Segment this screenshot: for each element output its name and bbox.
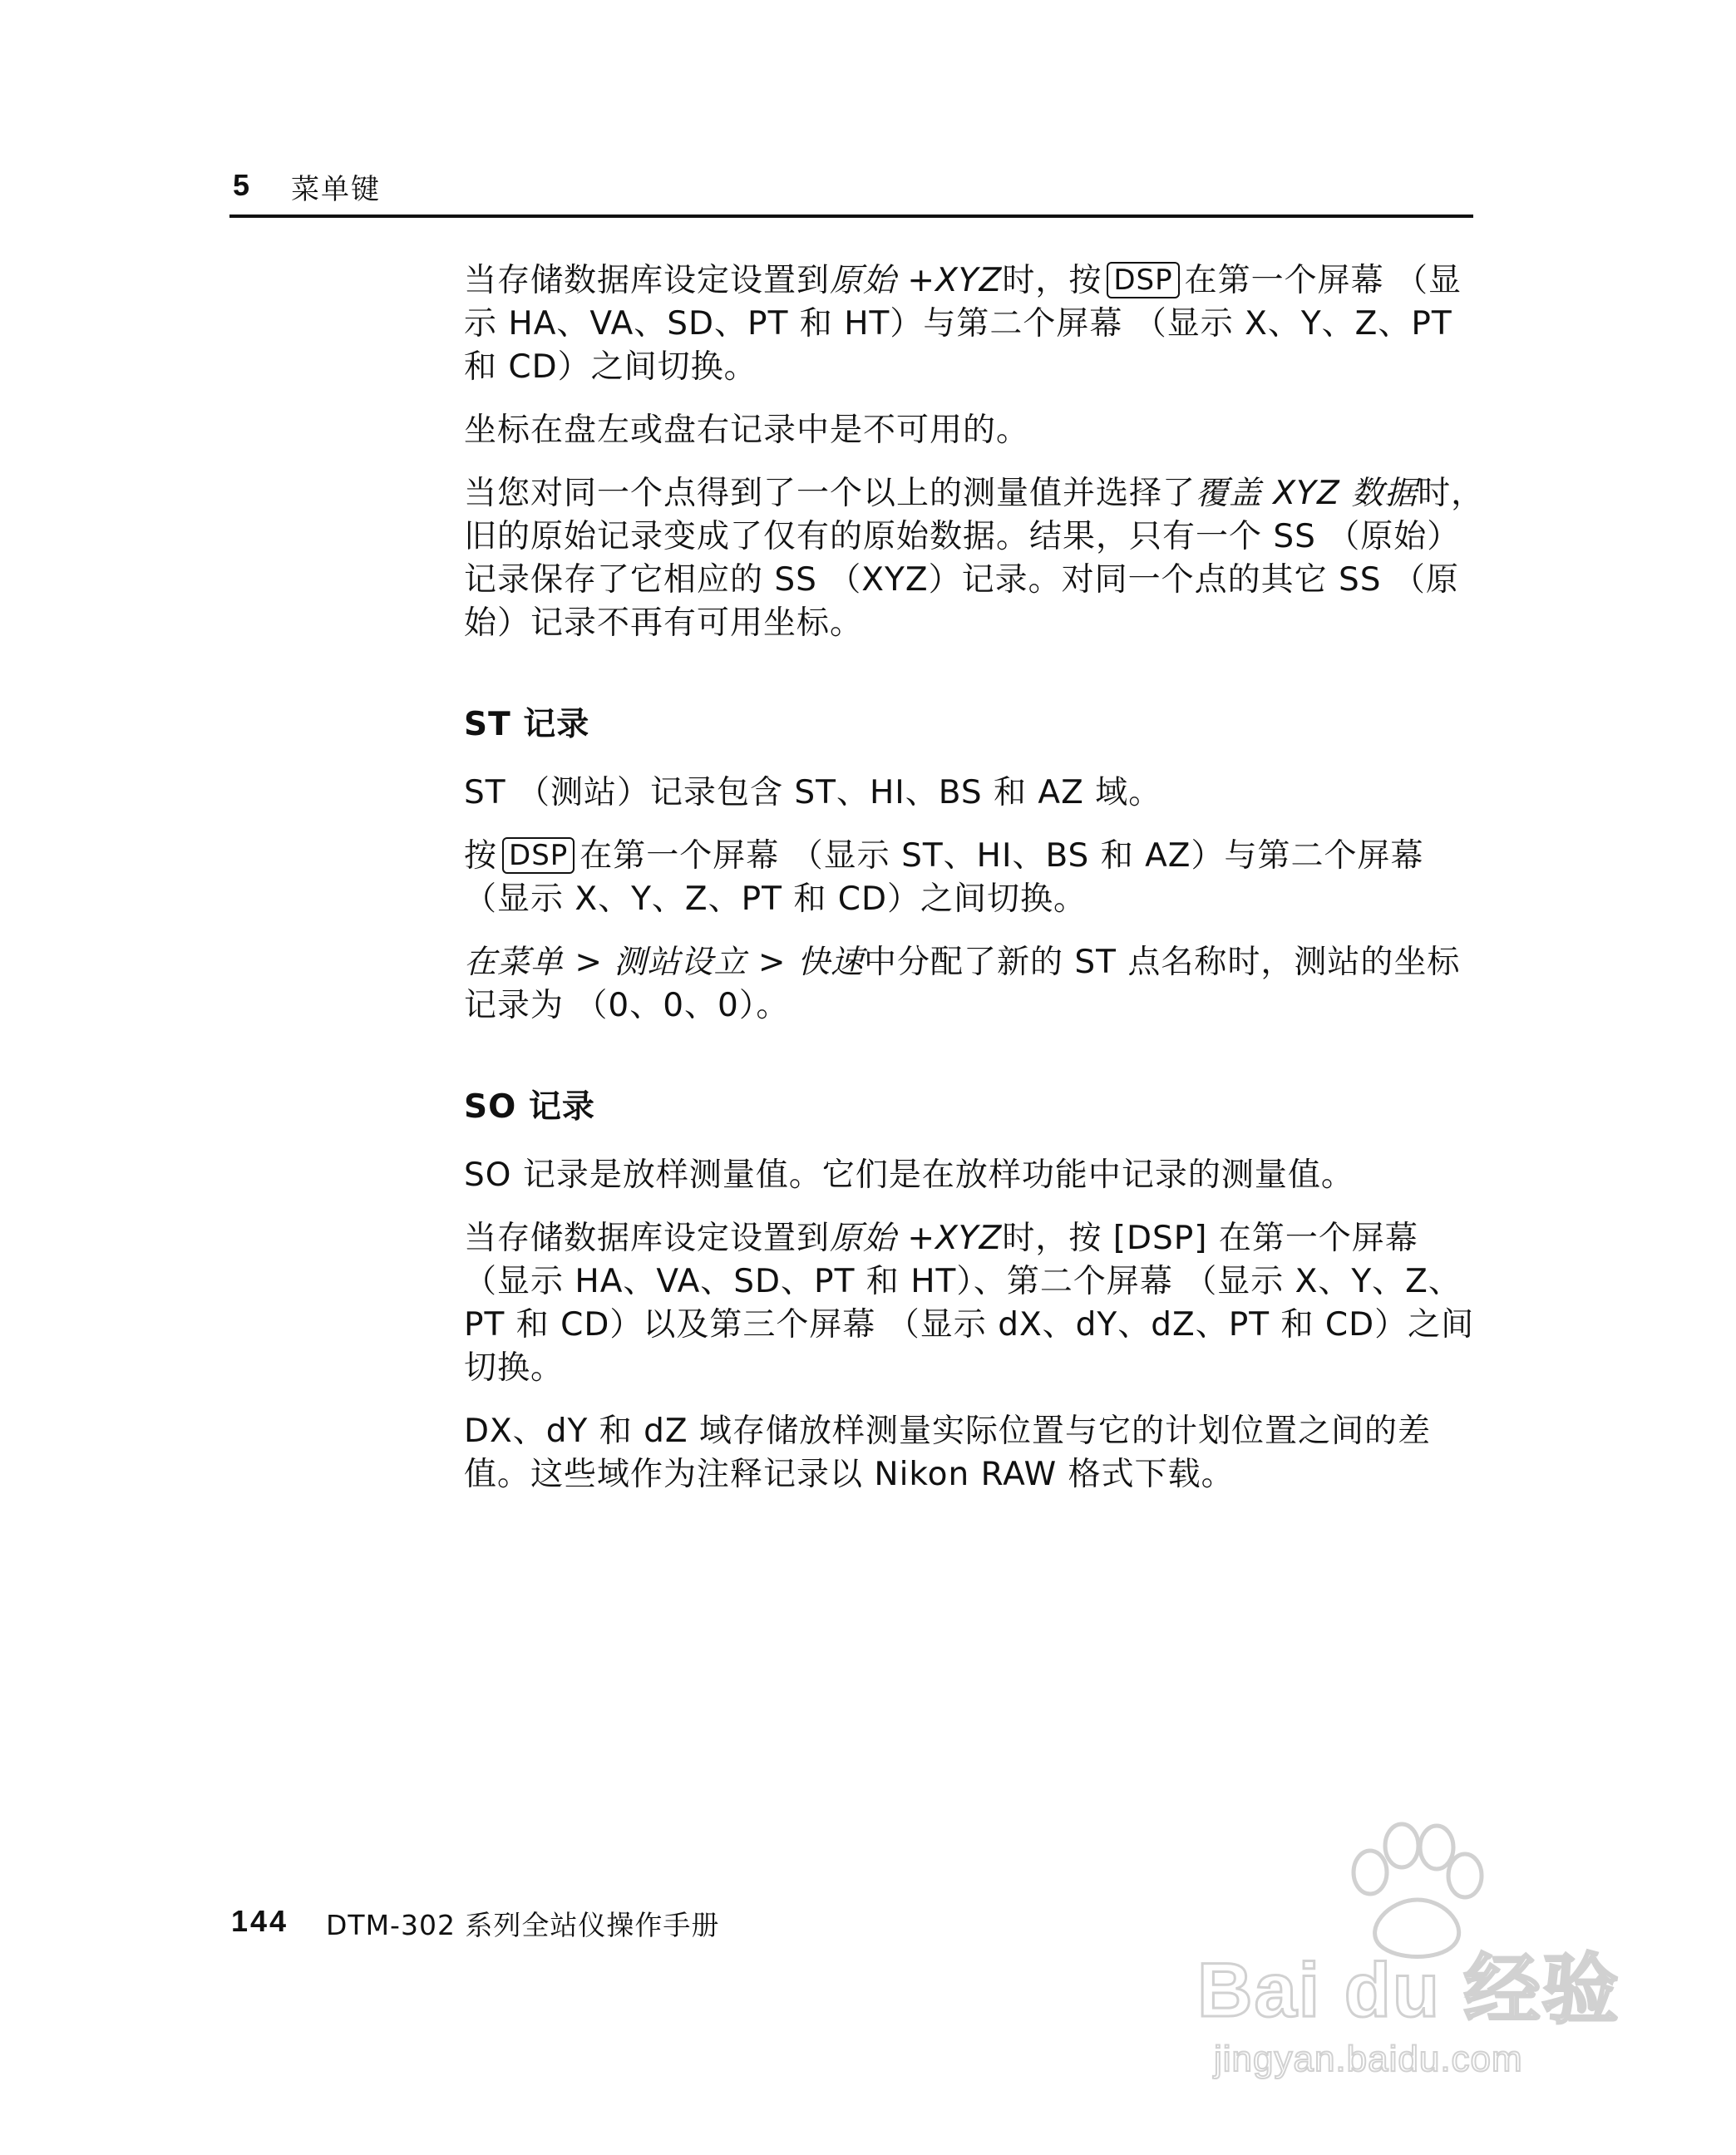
text: 当存储数据库设定设置到 — [464, 262, 831, 299]
watermark-url: jingyan.baidu.com — [1214, 2039, 1523, 2079]
italic-term: 覆盖 XYZ 数据 — [1196, 475, 1418, 512]
paragraph-coordinates-note: 坐标在盘左或盘右记录中是不可用的。 — [464, 412, 1030, 449]
text: 按 — [464, 837, 498, 875]
text: 中分配了新的 ST 点名称时，测站的坐标记录为 （0、0、0）。 — [464, 944, 1461, 1024]
manual-title: DTM-302 系列全站仪操作手册 — [326, 1909, 720, 1941]
watermark — [1197, 1821, 1696, 2103]
section-title-so: SO 记录 — [464, 1088, 595, 1126]
text: 当存储数据库设定设置到 — [464, 1220, 831, 1257]
italic-term: 在菜单 > 测站设立 > 快速 — [464, 944, 864, 981]
italic-term: 原始 +XYZ — [830, 262, 1003, 299]
paragraph-so-dsp — [464, 1217, 1487, 1390]
paragraph-overwrite-xyz — [464, 472, 1487, 645]
paragraph-so-differences: DX、dY 和 dZ 域存储放样测量实际位置与它的计划位置之间的差值。这些域作为注释记录以 Nikon RAW 格式下载。 — [464, 1413, 1431, 1493]
page-header — [229, 165, 1473, 218]
dsp-key: DSP — [1107, 262, 1179, 298]
chapter-title: 菜单键 — [291, 173, 381, 206]
paragraph-st-dsp — [464, 835, 1487, 921]
text: 在第一个屏幕 （显示 ST、HI、BS 和 AZ）与第二个屏幕 （显示 X、Y、Z、PT 和 CD）之间切换。 — [464, 837, 1424, 918]
italic-term: 原始 +XYZ — [830, 1220, 1003, 1257]
text: 时，按 [DSP] 在第一个屏幕 （显示 HA、VA、SD、PT 和 HT）、第二个屏幕 （显示 X、Y、Z、PT 和 CD）以及第三个屏幕 （显示 dX、dY、dZ、PT 和 CD）之间切换。 — [464, 1220, 1475, 1387]
text: 在第一个屏幕 （显示 HA、VA、SD、PT 和 HT）与第二个屏幕 （显示 X、Y、Z、PT 和 CD）之间切换。 — [464, 262, 1462, 386]
text: 当您对同一个点得到了一个以上的测量值并选择了 — [464, 475, 1196, 512]
text: 时，按 — [1002, 262, 1102, 299]
paragraph-st-quick — [464, 941, 1487, 1028]
paragraph-dsp-raw-xyz — [464, 259, 1487, 389]
paragraph-so-desc: SO 记录是放样测量值。它们是在放样功能中记录的测量值。 — [464, 1156, 1354, 1194]
dsp-key: DSP — [502, 837, 575, 874]
watermark-brand: Bai du 经验 — [1197, 1948, 1620, 2033]
text: 时，旧的原始记录变成了仅有的原始数据。结果，只有一个 SS （原始）记录保存了它相应的 SS （XYZ）记录。对同一个点的其它 SS （原始）记录不再有可用坐标。 — [464, 475, 1485, 642]
page-number: 144 — [231, 1904, 289, 1938]
main-content — [464, 259, 1487, 1516]
paragraph-st-fields: ST （测站）记录包含 ST、HI、BS 和 AZ 域。 — [464, 774, 1162, 811]
section-title-st: ST 记录 — [464, 706, 590, 743]
chapter-number: 5 — [233, 168, 250, 202]
